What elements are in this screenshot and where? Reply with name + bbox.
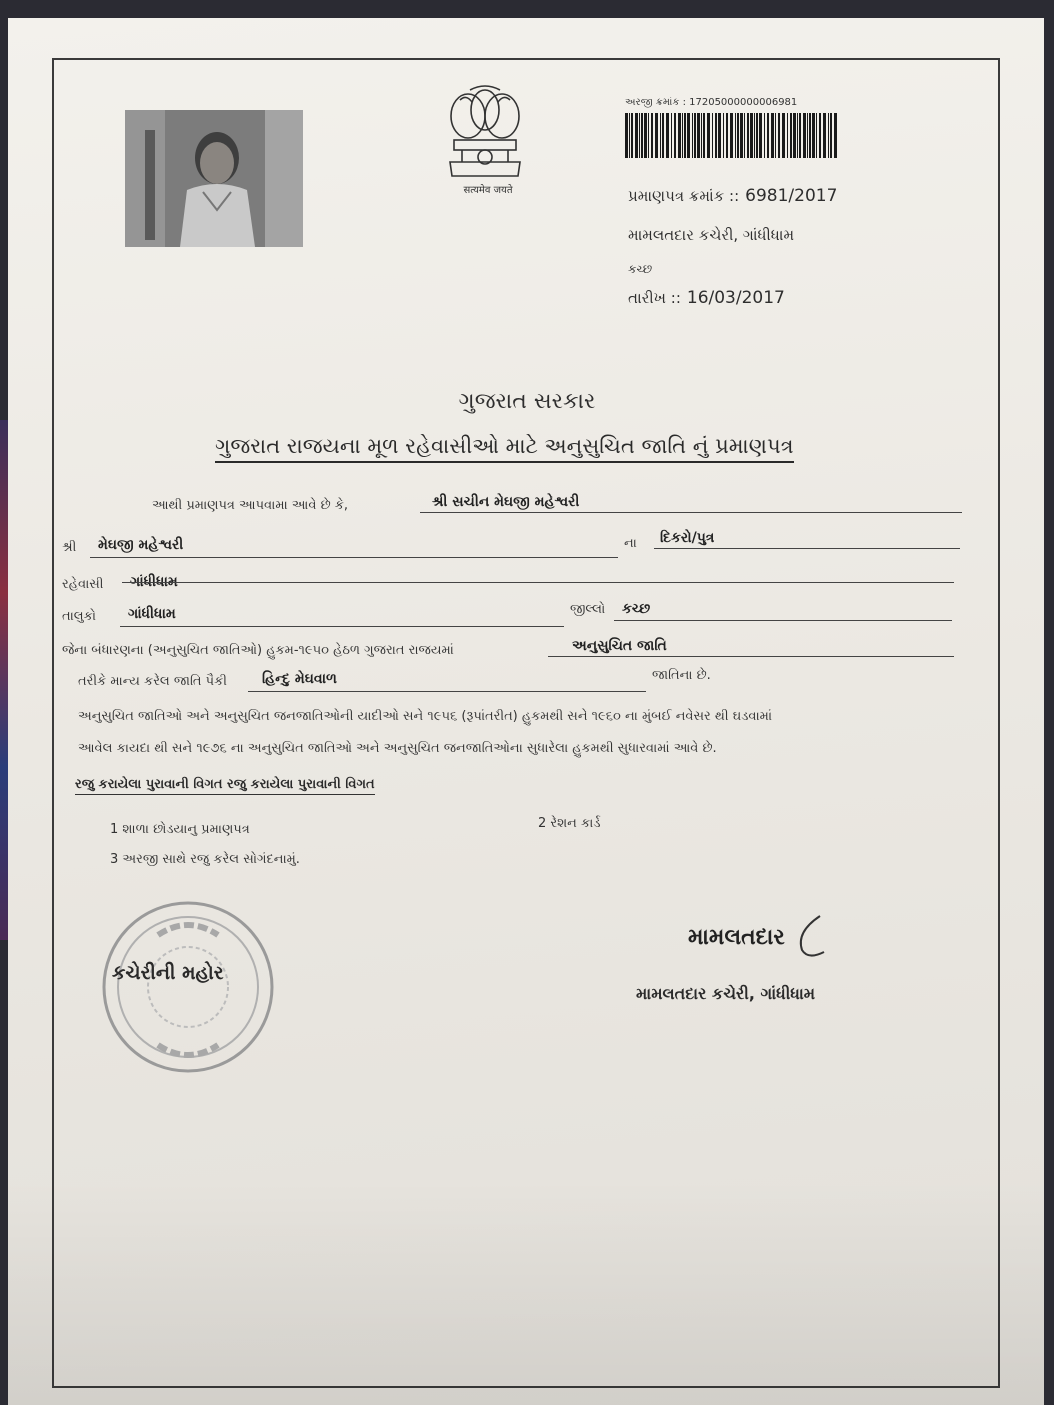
barcode-bar (666, 113, 669, 158)
barcode (625, 113, 840, 158)
barcode-bar (701, 113, 702, 158)
barcode-bar (715, 113, 717, 158)
barcode-bar (790, 113, 792, 158)
barcode-bar (764, 113, 765, 158)
category: અનુસુચિત જાતિ (572, 638, 667, 654)
certificate-number: 6981/2017 (745, 186, 838, 206)
certificate-number-row (628, 186, 837, 206)
barcode-bar (631, 113, 633, 158)
barcode-bar (694, 113, 696, 158)
relation: દિકરો/પુત્ર (660, 530, 715, 546)
issuing-district: કચ્છ (628, 262, 653, 276)
evidence-item-3: 3 અરજી સાથે રજુ કરેલ સોગંદનામું. (110, 852, 300, 867)
barcode-bar (830, 113, 832, 158)
resident-underline (122, 582, 954, 583)
barcode-bar (756, 113, 758, 158)
barcode-bar (629, 113, 630, 158)
district-underline (614, 620, 952, 621)
barcode-bar (771, 113, 774, 158)
barcode-bar (651, 113, 653, 158)
barcode-bar (823, 113, 826, 158)
barcode-bar (671, 113, 672, 158)
office-seal-stamp (98, 895, 278, 1080)
barcode-bar (807, 113, 808, 158)
taluka-label: તાલુકો (62, 609, 97, 624)
signatory-office: મામલતદાર કચેરી, ગાંધીધામ (636, 984, 816, 1003)
barcode-bar (782, 113, 785, 158)
caste-suffix: જાતિના છે. (652, 668, 711, 683)
evidence-heading: રજુ કરાયેલા પુરાવાની વિગત રજુ કરાયેલા પુરાવાની વિગત (75, 777, 375, 795)
barcode-bar (735, 113, 736, 158)
taluka-underline (120, 626, 564, 627)
caste-underline (248, 691, 646, 692)
district: કચ્છ (622, 601, 651, 617)
father-name-underline (90, 557, 618, 558)
barcode-bar (834, 113, 837, 158)
barcode-bar (723, 113, 724, 158)
barcode-bar (712, 113, 713, 158)
issue-date-label: તારીખ :: (628, 289, 681, 307)
signature-mark (790, 912, 830, 962)
barcode-bar (692, 113, 693, 158)
barcode-bar (641, 113, 643, 158)
barcode-bar (819, 113, 821, 158)
barcode-bar (747, 113, 749, 158)
barcode-bar (687, 113, 690, 158)
barcode-bar (703, 113, 705, 158)
order-text: જેના બંધારણના (અનુસુચિત જાતિઓ) હુકમ-૧૯૫૦ હેઠળ ગુજરાત રાજયમાં (62, 643, 454, 658)
issue-date-row (628, 288, 785, 308)
barcode-bar (682, 113, 683, 158)
photo-image (125, 110, 303, 247)
certificate-number-label: પ્રમાણપત્ર ક્રમાંક :: (628, 187, 740, 205)
emblem-motto: सत्यमेव जयते (463, 185, 513, 196)
barcode-bar (797, 113, 798, 158)
barcode-bar (678, 113, 681, 158)
government-title: ગુજરાત સરકાર (458, 389, 596, 414)
barcode-bar (775, 113, 776, 158)
evidence-item-1: 1 શાળા છોડયાનુ પ્રમાણપત્ર (110, 822, 250, 837)
legal-paragraph-line-1: અનુસુચિત જાતિઓ અને અનુસુચિત જનજાતિઓની યાદીઓ સને ૧૯૫૬ (રૂપાંતરીત) હુકમથી સને ૧૯૬૦ ના મુંબઈ નવેસર થી ઘડવામાં (78, 709, 773, 724)
relation-underline (654, 548, 960, 549)
barcode-bar (718, 113, 721, 158)
barcode-bar (726, 113, 728, 158)
applicant-name: શ્રી સચીન મેઘજી મહેશ્વરી (432, 494, 580, 510)
barcode-bar (828, 113, 829, 158)
barcode-bar (730, 113, 733, 158)
taluka: ગાંધીધામ (128, 606, 176, 622)
of-label: ના (624, 536, 637, 551)
barcode-bar (644, 113, 647, 158)
barcode-bar (759, 113, 762, 158)
barcode-bar (737, 113, 739, 158)
barcode-bar (740, 113, 743, 158)
barcode-bar (674, 113, 676, 158)
caste: હિન્દુ મેઘવાળ (262, 671, 337, 687)
barcode-bar (655, 113, 658, 158)
application-number: અરજી ક્રમાંક : 17205000000006981 (625, 97, 798, 108)
father-name: મેઘજી મહેશ્વરી (98, 537, 184, 553)
barcode-bar (684, 113, 686, 158)
barcode-bar (754, 113, 755, 158)
barcode-bar (803, 113, 806, 158)
barcode-bar (648, 113, 649, 158)
category-underline (548, 656, 954, 657)
barcode-bar (778, 113, 780, 158)
barcode-bar (812, 113, 815, 158)
barcode-bar (744, 113, 745, 158)
issue-date: 16/03/2017 (686, 288, 785, 308)
barcode-bar (809, 113, 811, 158)
resident-label: રહેવાસી (62, 577, 104, 592)
applicant-name-underline (420, 512, 962, 513)
district-label: જીલ્લો (570, 602, 606, 617)
barcode-bar (793, 113, 796, 158)
barcode-bar (767, 113, 769, 158)
barcode-bar (787, 113, 788, 158)
applicant-photo (125, 110, 303, 247)
barcode-bar (799, 113, 801, 158)
signatory-title: મામલતદાર (688, 925, 785, 950)
father-prefix: શ્રી (62, 540, 77, 555)
seal-label: કચેરીની મહોર (112, 962, 224, 984)
legal-paragraph-line-2: આવેલ કાયદા થી સને ૧૯૭૬ ના અનુસુચિત જાતિઓ અને અનુસુચિત જનજાતિઓના સુધારેલા હુકમથી સુધારવામાં આવે છે. (78, 741, 717, 756)
barcode-bar (662, 113, 664, 158)
issuing-office: મામલતદાર કચેરી, ગાંધીધામ (628, 226, 795, 244)
barcode-bar (750, 113, 753, 158)
paper-shadow (8, 1180, 1044, 1405)
barcode-bar (625, 113, 628, 158)
national-emblem-icon (440, 80, 530, 190)
barcode-bar (697, 113, 700, 158)
barcode-bar (660, 113, 661, 158)
resident: ગાંધીધામ (130, 574, 178, 590)
barcode-bar (635, 113, 638, 158)
barcode-bar (707, 113, 710, 158)
recognized-label: તરીકે માન્ય કરેલ જાતિ પૈકી (78, 674, 227, 689)
evidence-item-2: 2 રેશન કાર્ડ (538, 816, 601, 831)
barcode-bar (816, 113, 817, 158)
intro-label: આથી પ્રમાણપત્ર આપવામા આવે છે કે, (152, 498, 349, 513)
barcode-bar (639, 113, 640, 158)
certificate-title: ગુજરાત રાજયના મૂળ રહેવાસીઓ માટે અનુસુચિત જાતિ નું પ્રમાણપત્ર (215, 434, 794, 463)
